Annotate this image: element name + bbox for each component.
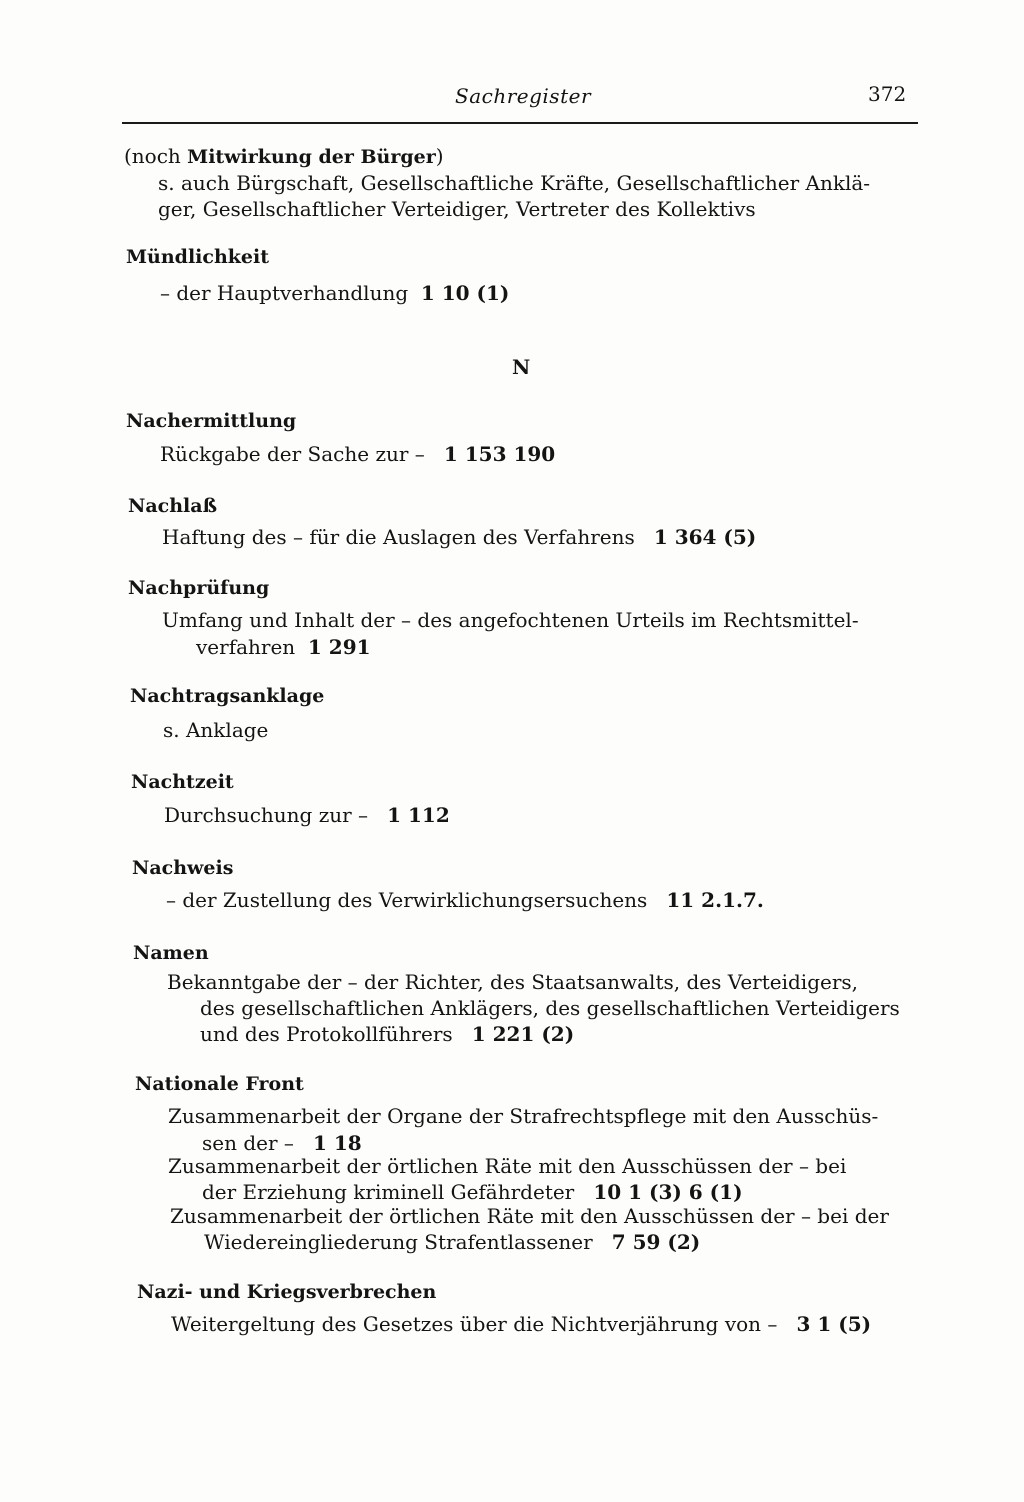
reference: 1 10 (1) bbox=[420, 281, 510, 305]
reference: 1 364 (5) bbox=[653, 525, 757, 549]
continued-suffix: ) bbox=[435, 144, 444, 168]
subentry-text: – der Zustellung des Verwirklichungsersuchens bbox=[166, 888, 648, 912]
subentry-text: Weitergeltung des Gesetzes über die Nichtverjährung von – bbox=[171, 1312, 778, 1336]
reference: 1 153 190 bbox=[443, 442, 556, 466]
subentry-line: Zusammenarbeit der Organe der Strafrechtspflege mit den Ausschüs- bbox=[168, 1104, 879, 1128]
subentry-line bbox=[171, 1314, 871, 1334]
continued-entry-term: Mitwirkung der Bürger bbox=[187, 146, 436, 168]
reference: 1 112 bbox=[387, 803, 450, 827]
subentry-line: Zusammenarbeit der örtlichen Räte mit den Ausschüssen der – bei der bbox=[170, 1204, 889, 1228]
entry-heading: Nachtragsanklage bbox=[130, 685, 325, 707]
reference: 3 1 (5) bbox=[796, 1312, 872, 1336]
subentry-line: ger, Gesellschaftlicher Verteidiger, Vertreter des Kollektivs bbox=[158, 197, 756, 221]
subentry-line bbox=[200, 1024, 574, 1044]
subentry-line bbox=[160, 444, 555, 464]
subentry-line bbox=[162, 527, 756, 547]
subentry-line bbox=[160, 283, 509, 303]
entry-heading: Nachweis bbox=[132, 857, 234, 879]
subentry-line: Zusammenarbeit der örtlichen Räte mit den Ausschüssen der – bei bbox=[168, 1154, 847, 1178]
subentry-line: s. Anklage bbox=[163, 718, 269, 742]
entry-heading: Nachlaß bbox=[128, 495, 218, 517]
subentry-text: Durchsuchung zur – bbox=[164, 803, 369, 827]
subentry-text: Rückgabe der Sache zur – bbox=[160, 442, 425, 466]
entry-heading: Nachtzeit bbox=[131, 771, 234, 793]
header-rule bbox=[122, 122, 918, 124]
entry-heading: Nazi- und Kriegsverbrechen bbox=[137, 1281, 437, 1303]
subentry-line bbox=[204, 1232, 700, 1252]
subentry-line: Umfang und Inhalt der – des angefochtenen Urteils im Rechtsmittel- bbox=[162, 608, 859, 632]
continued-entry-heading bbox=[124, 146, 444, 167]
subentry-line bbox=[202, 1133, 362, 1153]
subentry-text: verfahren bbox=[196, 635, 296, 659]
section-letter: N bbox=[512, 355, 531, 379]
subentry-line bbox=[196, 637, 371, 657]
running-title: Sachregister bbox=[455, 84, 591, 108]
reference: 1 221 (2) bbox=[471, 1022, 575, 1046]
reference: 1 291 bbox=[307, 635, 371, 659]
subentry-text: Wiedereingliederung Strafentlassener bbox=[204, 1230, 593, 1254]
entry-heading: Nachprüfung bbox=[128, 577, 270, 599]
subentry-line: des gesellschaftlichen Anklägers, des gesellschaftlichen Verteidigers bbox=[200, 996, 900, 1020]
subentry-line: Bekanntgabe der – der Richter, des Staatsanwalts, des Verteidigers, bbox=[167, 970, 859, 994]
reference: 11 2.1.7. bbox=[666, 888, 764, 912]
reference: 1 18 bbox=[312, 1131, 362, 1155]
entry-heading: Nationale Front bbox=[135, 1073, 304, 1095]
subentry-line bbox=[202, 1182, 743, 1202]
subentry-text: der Erziehung kriminell Gefährdeter bbox=[202, 1180, 575, 1204]
page-number: 372 bbox=[868, 82, 907, 106]
subentry-text: Haftung des – für die Auslagen des Verfahrens bbox=[162, 525, 635, 549]
continued-prefix: (noch bbox=[124, 144, 188, 168]
subentry-line bbox=[166, 890, 764, 910]
entry-heading: Namen bbox=[133, 942, 209, 964]
subentry-text: und des Protokollführers bbox=[200, 1022, 453, 1046]
subentry-line: s. auch Bürgschaft, Gesellschaftliche Kräfte, Gesellschaftlicher Anklä- bbox=[158, 171, 871, 195]
entry-heading: Nachermittlung bbox=[126, 410, 297, 432]
entry-heading: Mündlichkeit bbox=[126, 246, 270, 268]
subentry-line bbox=[164, 805, 450, 825]
subentry-text: – der Hauptverhandlung bbox=[160, 281, 409, 305]
subentry-text: sen der – bbox=[202, 1131, 294, 1155]
reference: 7 59 (2) bbox=[611, 1230, 701, 1254]
reference: 10 1 (3) 6 (1) bbox=[593, 1180, 743, 1204]
